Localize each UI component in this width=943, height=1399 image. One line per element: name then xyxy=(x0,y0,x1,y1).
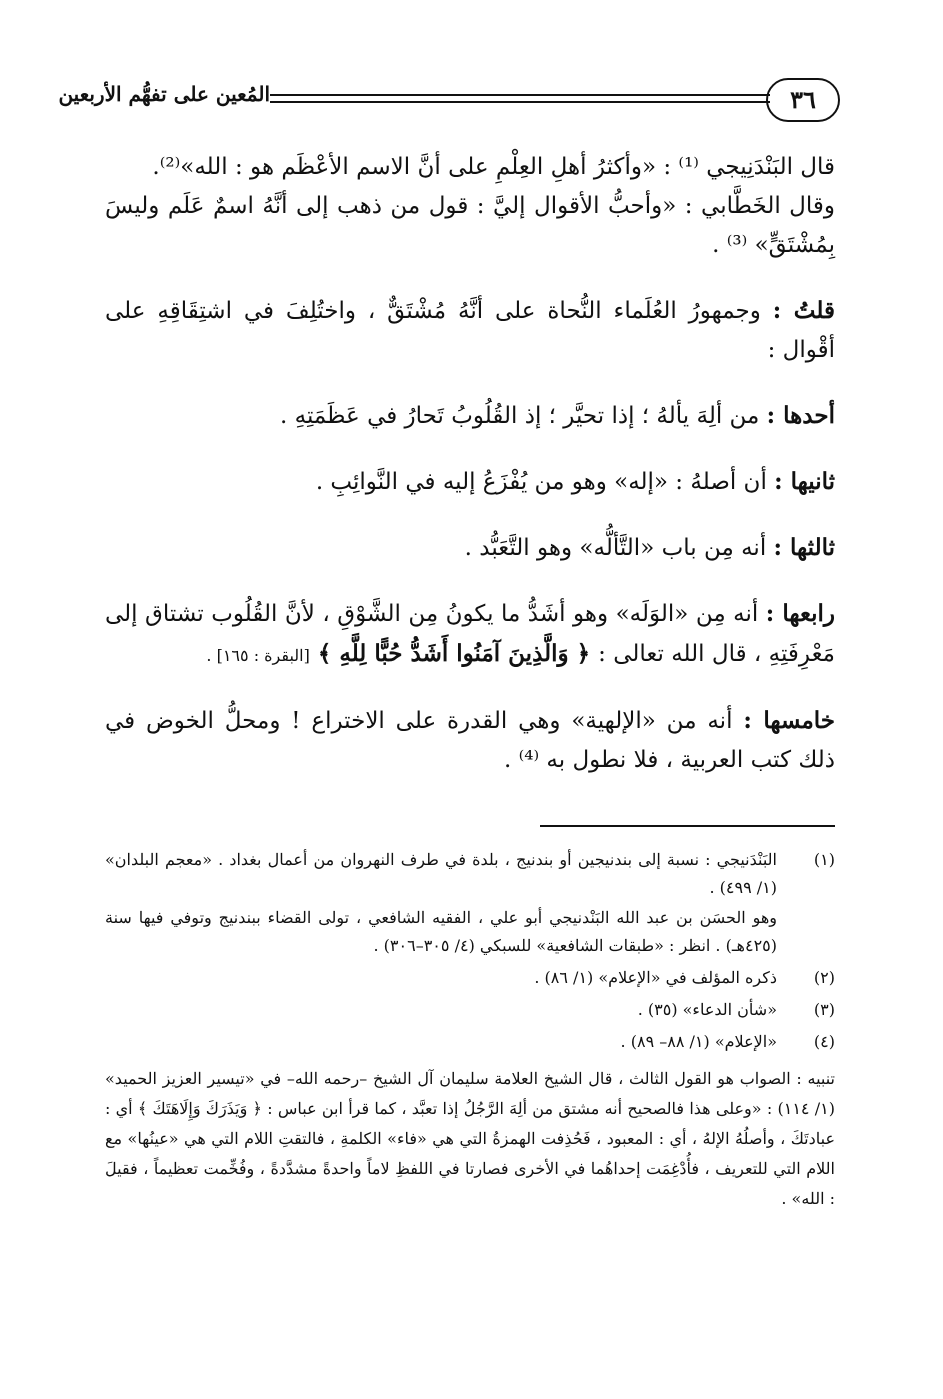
paragraph-2-text: وقال الخَطَّابي : «وأحبُّ الأقوال إليَّ : قول من ذهب إلى أنَّهُ اسمٌ عَلَم وليسَ بِمُشْتَقٍّ» ⁽³⁾ . xyxy=(105,193,835,258)
paragraph-7-lead: رابعها : xyxy=(765,600,835,627)
footnote-2-text: ذكره المؤلف في «الإعلام» (١/ ٨٦) . xyxy=(534,968,777,987)
footnote-4-number: (٤) xyxy=(813,1032,835,1051)
paragraph-8-lead: خامسها : xyxy=(743,707,836,734)
page-number: ٣٦ xyxy=(766,78,840,122)
footnote-4 xyxy=(105,1028,835,1056)
paragraph-5-lead: ثانيها : xyxy=(774,468,835,495)
paragraph-6 xyxy=(105,528,835,568)
page-header xyxy=(58,74,840,124)
footnote-2-number: (٢) xyxy=(813,968,835,987)
paragraph-5 xyxy=(105,462,835,502)
paragraph-2 xyxy=(105,187,835,265)
paragraph-6-text: أنه مِن باب «التَّألُّه» وهو التَّعَبُّد . xyxy=(464,535,774,561)
footnote-3-text: «شأن الدعاء» (٣٥) . xyxy=(637,1000,777,1019)
footnote-4-text: «الإعلام» (١/ ٨٨– ٨٩) . xyxy=(620,1032,777,1051)
paragraph-4-lead: أحدها : xyxy=(766,402,835,429)
paragraph-8-text: أنه من «الإلهية» وهي القدرة على الاختراع ! ومحلُّ الخوض في ذلك كتب العربية ، فلا نطول به ⁽⁴⁾ . xyxy=(105,708,835,773)
paragraph-1 xyxy=(105,148,835,187)
footnote-3-number: (٣) xyxy=(813,1000,835,1019)
paragraph-7 xyxy=(105,594,835,675)
verse-reference: [البقرة : ١٦٥] . xyxy=(206,646,310,665)
paragraph-3-text: وجمهورُ العُلَماء النُّحاة على أنَّهُ مُشْتَقٌّ ، واختُلِفَ في اشتِقَاقِهِ على أقْوال : xyxy=(105,298,835,363)
paragraph-8 xyxy=(105,701,835,780)
footnote-1-continuation: وهو الحسَن بن عبد الله البَنْدنيجي أبو علي ، الفقيه الشافعي ، تولى القضاء ببندنيج وتوفي فيها سنة (٤٢٥هـ) . انظر : «طبقات الشافعية» للسبكي (٤/ ٣٠٥–٣٠٦) . xyxy=(105,908,777,955)
footnote-1-text: البَنْدَنيجي : نسبة إلى بندنيجين أو بندنيج ، بلدة في طرف النهروان من أعمال بغداد . «معجم البلدان» (١/ ٤٩٩) . xyxy=(105,850,777,897)
paragraph-1-text: قال البَنْدَنِيجي ⁽¹⁾ : «وأكثرُ أهلِ العِلْمِ على أنَّ الاسم الأعْظَم هو : الله»⁽²⁾. xyxy=(152,154,835,180)
paragraph-3-lead: قلتُ : xyxy=(772,297,835,324)
footnote-1-number: (١) xyxy=(813,850,835,869)
footnote-3 xyxy=(105,996,835,1024)
paragraph-5-text: أن أصلهُ : «إله» وهو من يُفْزَعُ إليه في النَّوائِبِ . xyxy=(315,469,775,495)
footnote-2 xyxy=(105,964,835,992)
paragraph-6-lead: ثالثها : xyxy=(773,534,835,561)
footnote-note: تنبيه : الصواب هو القول الثالث ، قال الشيخ العلامة سليمان آل الشيخ –رحمه الله– في «تيسير العزيز الحميد» (١/ ١١٤) : «وعلى هذا فالصحيح أنه مشتق من ألِهَ الرَّجُلُ إذا تعبَّد ، كما قرأ ابن عباس : ﴿ وَيَذَرَكَ وَإِلَاهَتَكَ ﴾ أي : عبادتَكَ ، وأصلُهُ الإلهُ ، أي : المعبود ، فَحُذِفت الهمزةُ التي هي «فاء» الكلمةِ ، فالتقتِ اللام التي هي «عينُها» مع اللام التي للتعريف ، فأُدْغِمَت إحداهُما في الأخرى فصارتا في اللفظِ لاماً واحدةً مشدَّدةً ، وفُخِّمت تعظيماً ، فقيلَ : الله» . xyxy=(105,1069,836,1208)
quran-verse: ﴿ وَالَّذِينَ آمَنُوا أَشَدُّ حُبًّا لِلَّهِ ﴾ xyxy=(309,640,599,667)
paragraph-4-text: من ألِهَ يألهُ ؛ إذا تحيَّر ؛ إذ القُلُوبُ تَحارُ في عَظَمَتِهِ . xyxy=(279,403,767,429)
paragraph-3 xyxy=(105,291,835,370)
paragraph-7-text: أنه مِن «الوَلَه» وهو أشَدُّ ما يكونُ مِن الشَّوْقِ ، لأنَّ القُلُوب تشتاق إلى مَعْرِفَتِهِ ، قال الله تعالى : xyxy=(105,601,835,667)
footnote-separator xyxy=(540,825,835,827)
running-title: المُعين على تفهُّم الأربعين xyxy=(58,82,270,106)
footnotes xyxy=(105,842,835,1214)
paragraph-4 xyxy=(105,396,835,436)
header-rule xyxy=(270,94,770,103)
main-text xyxy=(105,148,835,780)
footnote-1 xyxy=(105,846,835,902)
